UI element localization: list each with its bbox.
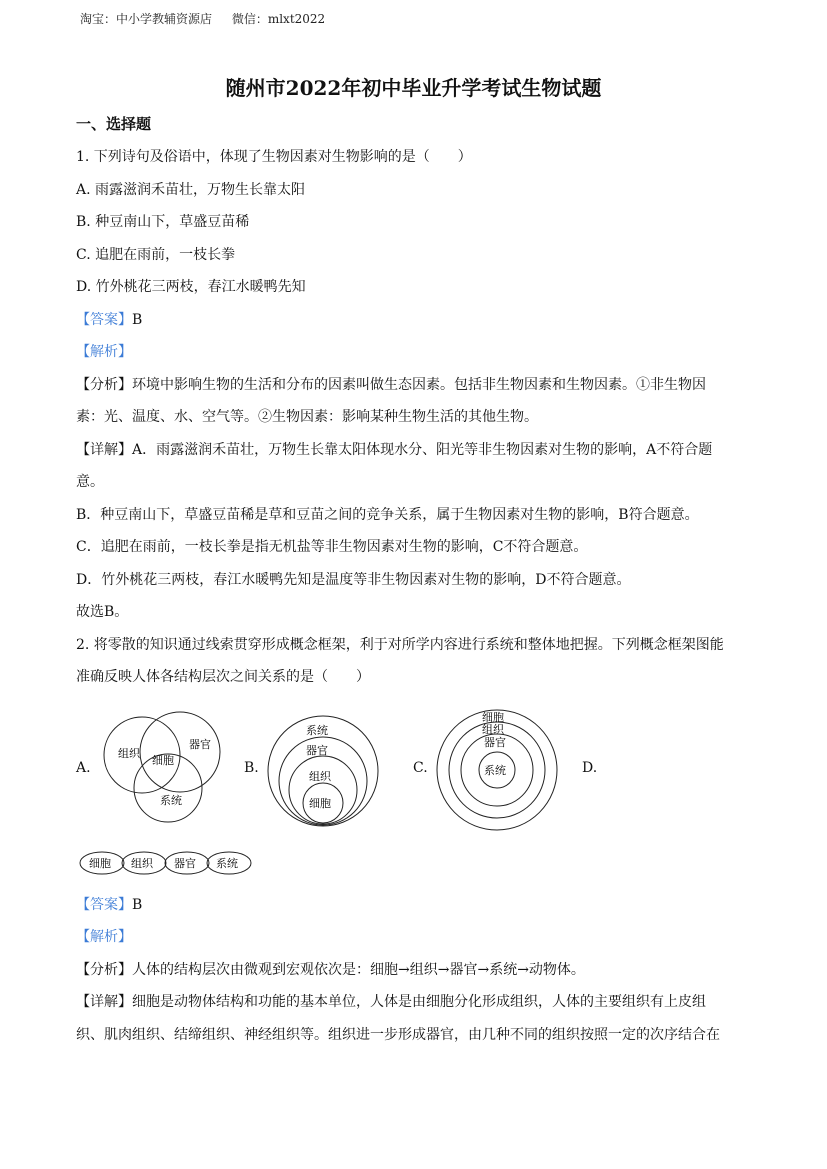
xiangjie-a-text: A．雨露滋润禾苗壮，万物生长靠太阳体现水分、阳光等非生物因素对生物的影响，A不符合题 <box>132 442 713 458</box>
fenxi-text: 环境中影响生物的生活和分布的因素叫做生态因素。包括非生物因素和生物因素。①非生物因 <box>132 377 706 393</box>
q1-fenxi-line1 <box>76 374 706 394</box>
diagram-d <box>79 849 255 877</box>
q1-xiangjie-d: D．竹外桃花三两枝，春江水暖鸭先知是温度等非生物因素对生物的影响，D不符合题意。 <box>76 572 631 588</box>
label-organ: 器官 <box>189 738 211 751</box>
shop-text: 淘宝：中小学教辅资源店 <box>80 12 213 26</box>
q1-conclusion: 故选B。 <box>76 604 129 620</box>
q2-option-d-label: D. <box>582 760 598 776</box>
q1-fenxi-line2: 素：光、温度、水、空气等。②生物因素：影响某种生物生活的其他生物。 <box>76 409 538 425</box>
answer-tag: 【答案】 <box>76 312 132 328</box>
label-organ: 器官 <box>306 744 328 757</box>
xiangjie-text: 细胞是动物体结构和功能的基本单位，人体是由细胞分化形成组织，人体的主要组织有上皮组 <box>132 994 706 1010</box>
label-organ: 器官 <box>484 736 506 749</box>
q1-analysis-tag: 【解析】 <box>76 344 132 360</box>
label-tissue: 组织 <box>482 723 504 736</box>
label-cell: 细胞 <box>89 857 111 870</box>
page-title: 随州市2022年初中毕业升学考试生物试题 <box>225 76 602 100</box>
diagram-a <box>96 710 226 825</box>
q1-xiangjie-c: C．追肥在雨前，一枝长拳是指无机盐等非生物因素对生物的影响，C不符合题意。 <box>76 539 588 555</box>
label-system: 系统 <box>216 857 238 870</box>
answer-value: B <box>132 312 143 328</box>
q1-option-c: C. 追肥在雨前，一枝长拳 <box>76 247 236 263</box>
label-tissue: 组织 <box>118 747 140 760</box>
diagram-b <box>266 714 381 829</box>
q1-xiangjie-a <box>76 439 712 459</box>
q2-option-c-label: C. <box>413 760 428 776</box>
answer-tag: 【答案】 <box>76 897 132 913</box>
diagram-c <box>435 708 559 832</box>
answer-value: B <box>132 897 143 913</box>
fenxi-tag: 【分析】 <box>76 962 132 978</box>
q1-xiangjie-a2: 意。 <box>76 474 104 490</box>
label-system: 系统 <box>484 764 506 777</box>
q2-fenxi <box>76 959 585 979</box>
section-heading: 一、选择题 <box>76 115 152 133</box>
label-cell: 细胞 <box>152 754 174 767</box>
q2-answer <box>76 894 142 914</box>
q2-stem-line1: 2. 将零散的知识通过线索贯穿形成概念框架，利于对所学内容进行系统和整体地把握。下列概念框架图能 <box>76 637 724 653</box>
q2-stem-line2: 准确反映人体各结构层次之间关系的是（ ） <box>76 669 370 685</box>
xiangjie-tag: 【详解】 <box>76 994 132 1010</box>
wechat-text: 微信：mlxt2022 <box>231 12 326 26</box>
fenxi-tag: 【分析】 <box>76 377 132 393</box>
label-cell: 细胞 <box>482 711 504 724</box>
q1-option-b: B. 种豆南山下，草盛豆苗稀 <box>76 214 250 230</box>
label-system: 系统 <box>160 794 182 807</box>
q2-option-a-label: A. <box>76 760 91 776</box>
label-cell: 细胞 <box>309 797 331 810</box>
page-header <box>80 10 341 27</box>
q2-xiangjie-line2: 织、肌肉组织、结缔组织、神经组织等。组织进一步形成器官，由几种不同的组织按照一定的次序结合在 <box>76 1027 720 1043</box>
label-tissue: 组织 <box>131 857 153 870</box>
q1-xiangjie-b: B．种豆南山下，草盛豆苗稀是草和豆苗之间的竞争关系，属于生物因素对生物的影响，B符合题意。 <box>76 507 699 523</box>
q1-stem: 1. 下列诗句及俗语中，体现了生物因素对生物影响的是（ ） <box>76 149 472 165</box>
q1-option-d: D. 竹外桃花三两枝，春江水暖鸭先知 <box>76 279 306 295</box>
label-tissue: 组织 <box>309 770 331 783</box>
q1-option-a: A. 雨露滋润禾苗壮，万物生长靠太阳 <box>76 182 306 198</box>
label-system: 系统 <box>306 724 328 737</box>
xiangjie-tag: 【详解】 <box>76 442 132 458</box>
q2-option-b-label: B. <box>244 760 259 776</box>
q2-analysis-tag: 【解析】 <box>76 929 132 945</box>
circle-tissue <box>289 756 357 824</box>
q2-xiangjie-line1 <box>76 991 706 1011</box>
label-organ: 器官 <box>174 857 196 870</box>
q1-answer <box>76 309 142 329</box>
fenxi-text: 人体的结构层次由微观到宏观依次是：细胞→组织→器官→系统→动物体。 <box>132 962 585 978</box>
